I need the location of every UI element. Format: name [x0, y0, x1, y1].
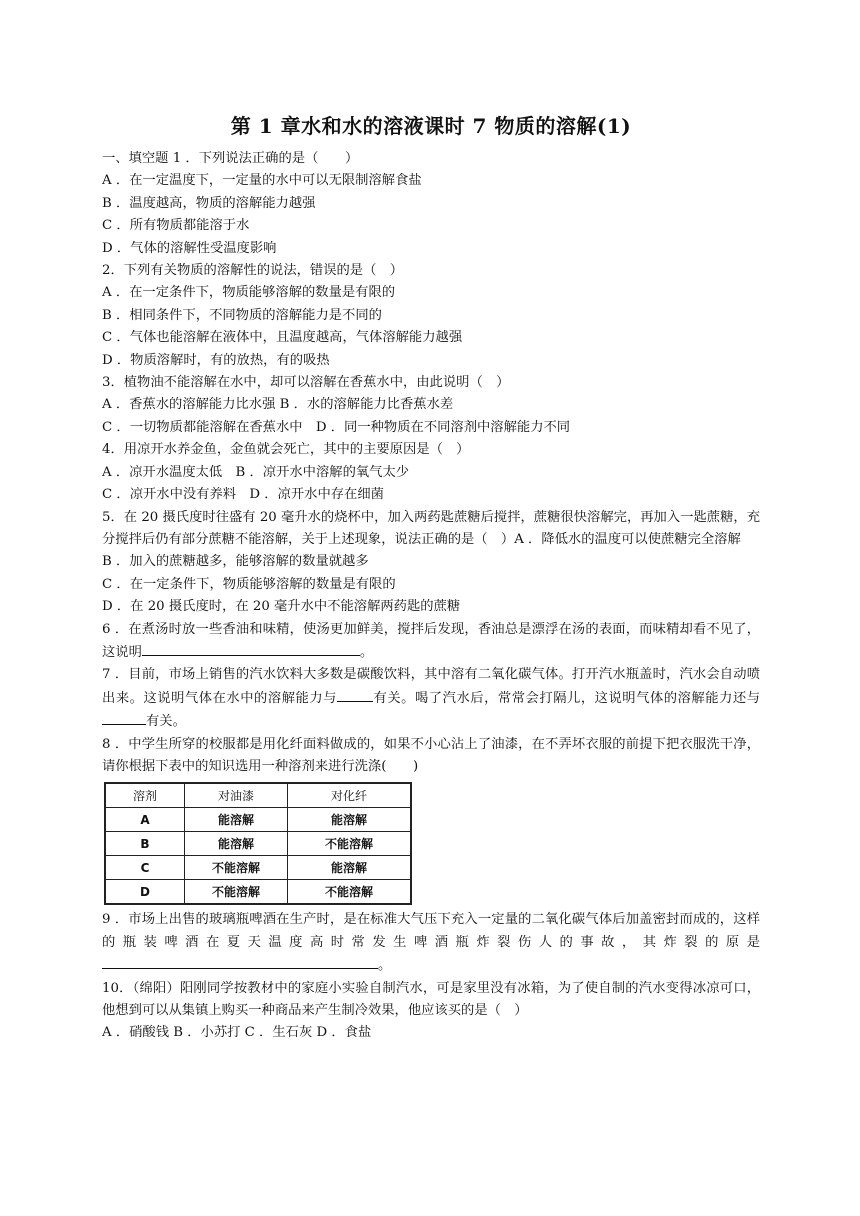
question-2-option-a: A ．在一定条件下，物质能够溶解的数量是有限的 — [102, 285, 396, 301]
question-10 — [102, 978, 760, 1045]
table-cell: B — [105, 832, 185, 856]
question-4-options-ab: A ．凉开水温度太低 B ．凉开水中溶解的氧气太少 — [102, 464, 410, 480]
worksheet-page — [102, 112, 760, 1045]
table-header-row — [105, 783, 411, 808]
question-1-stem: 一、填空题 1 ．下列说法正确的是（ ） — [102, 151, 359, 166]
table-cell: C — [105, 856, 185, 880]
table-row — [105, 832, 411, 856]
question-5-option-c: C ．在一定条件下，物质能够溶解的数量是有限的 — [102, 576, 396, 592]
question-3-stem: 3．植物油不能溶解在水中，却可以溶解在香蕉水中，由此说明（ ） — [102, 375, 510, 391]
question-5-stem: 5．在 20 摄氏度时往盛有 20 毫升水的烧杯中，加入两药匙蔗糖后搅拌，蔗糖很快溶解完，再加入一匙蔗糖，充分搅拌后仍有部分蔗糖不能溶解，关于上述现象，说法正确的是（ ）A ．降低水的温度可以使蔗糖完全溶解 — [102, 509, 760, 547]
table-cell: 能溶解 — [185, 808, 288, 832]
table-cell: 不能溶解 — [288, 832, 412, 856]
table-cell: 不能溶解 — [185, 880, 288, 905]
table-row — [105, 856, 411, 880]
answer-blank[interactable] — [102, 710, 146, 725]
answer-blank[interactable] — [142, 641, 360, 656]
question-5 — [102, 507, 760, 619]
question-3-options-ab: A ．香蕉水的溶解能力比水强 B ．水的溶解能力比香蕉水差 — [102, 397, 454, 413]
question-1-option-b: B ．温度越高，物质的溶解能力越强 — [102, 195, 316, 211]
question-1-option-c: C ．所有物质都能溶于水 — [102, 218, 250, 234]
question-8 — [102, 734, 760, 906]
table-cell: 能溶解 — [288, 856, 412, 880]
question-9-stem: 9 ．市场上出售的玻璃瓶啤酒在生产时，是在标准大气压下充入一定量的二氧化碳气体后加盖密封而成的，这样的瓶装啤酒在夏天温度高时常发生啤酒瓶炸裂伤人的事故，其炸裂的原是 — [102, 912, 760, 950]
question-10-stem: 10．（绵阳）阳刚同学按教材中的家庭小实验自制汽水，可是家里没有冰箱，为了使自制的汽水变得冰凉可口，他想到可以从集镇上购买一种商品来产生制冷效果，他应该买的是（ ） — [102, 980, 760, 1018]
question-3-options-cd: C ．一切物质都能溶解在香蕉水中 D ．同一种物质在不同溶剂中溶解能力不同 — [102, 419, 571, 435]
question-2-option-d: D ．物质溶解时，有的放热，有的吸热 — [102, 352, 330, 368]
question-4-stem: 4．用凉开水养金鱼，金鱼就会死亡，其中的主要原因是（ ） — [102, 442, 470, 458]
question-1-option-a: A ．在一定温度下，一定量的水中可以无限制溶解食盐 — [102, 173, 422, 189]
question-2-option-b: B ．相同条件下，不同物质的溶解能力是不同的 — [102, 307, 382, 323]
question-1 — [102, 148, 760, 260]
answer-blank[interactable] — [102, 954, 378, 969]
question-7-part2: 有关。喝了汽水后，常常会打隔儿，这说明气体的溶解能力还与 — [372, 690, 761, 706]
solvent-table — [104, 782, 412, 905]
table-header: 溶剂 — [105, 783, 185, 808]
question-6 — [102, 619, 760, 665]
table-cell: 能溶解 — [185, 832, 288, 856]
table-cell: 不能溶解 — [185, 856, 288, 880]
question-6-stem: 6 ．在煮汤时放一些香油和味精，使汤更加鲜美，搅拌后发现，香油总是漂浮在汤的表面，而味精却看不见了，这说明 — [102, 621, 760, 660]
question-8-stem: 8 ．中学生所穿的校服都是用化纤面料做成的，如果不小心沾上了油漆，在不弄坏衣服的前提下把衣服洗干净，请你根据下表中的知识选用一种溶剂来进行洗涤( ) — [102, 736, 760, 774]
question-4-options-cd: C ．凉开水中没有养料 D ．凉开水中存在细菌 — [102, 487, 384, 503]
question-4 — [102, 439, 760, 506]
table-cell: D — [105, 880, 185, 905]
page-title: 第 1 章水和水的溶液课时 7 物质的溶解(1) — [230, 114, 632, 138]
question-9 — [102, 909, 760, 977]
question-3 — [102, 372, 760, 439]
question-1-option-d: D ．气体的溶解性受温度影响 — [102, 240, 277, 256]
question-10-options: A ．硝酸钱 B ．小苏打 C ．生石灰 D ．食盐 — [102, 1025, 372, 1041]
answer-blank[interactable] — [337, 687, 373, 702]
question-5-option-d: D ．在 20 摄氏度时，在 20 毫升水中不能溶解两药匙的蔗糖 — [102, 599, 461, 615]
table-row — [105, 808, 411, 832]
table-cell: 能溶解 — [288, 808, 412, 832]
question-5-option-b: B ．加入的蔗糖越多，能够溶解的数量就越多 — [102, 554, 369, 570]
question-6-end: 。 — [359, 644, 374, 660]
table-cell: 不能溶解 — [288, 880, 412, 905]
table-header: 对化纤 — [288, 783, 412, 808]
table-cell: A — [105, 808, 185, 832]
question-9-end: 。 — [378, 958, 392, 974]
question-7 — [102, 664, 760, 733]
question-7-part1: 7 ．目前，市场上销售的汽水饮料大多数是碳酸饮料，其中溶有二氧化碳气体。打开汽水瓶盖时，汽水会自动喷出来。这说明气体在水中的溶解能力与 — [102, 667, 760, 706]
question-2 — [102, 260, 760, 372]
table-header: 对油漆 — [185, 783, 288, 808]
question-2-stem: 2．下列有关物质的溶解性的说法，错误的是（ ） — [102, 263, 403, 279]
question-7-part3: 有关。 — [146, 714, 186, 730]
question-2-option-c: C ．气体也能溶解在液体中，且温度越高，气体溶解能力越强 — [102, 330, 463, 346]
table-row — [105, 880, 411, 905]
